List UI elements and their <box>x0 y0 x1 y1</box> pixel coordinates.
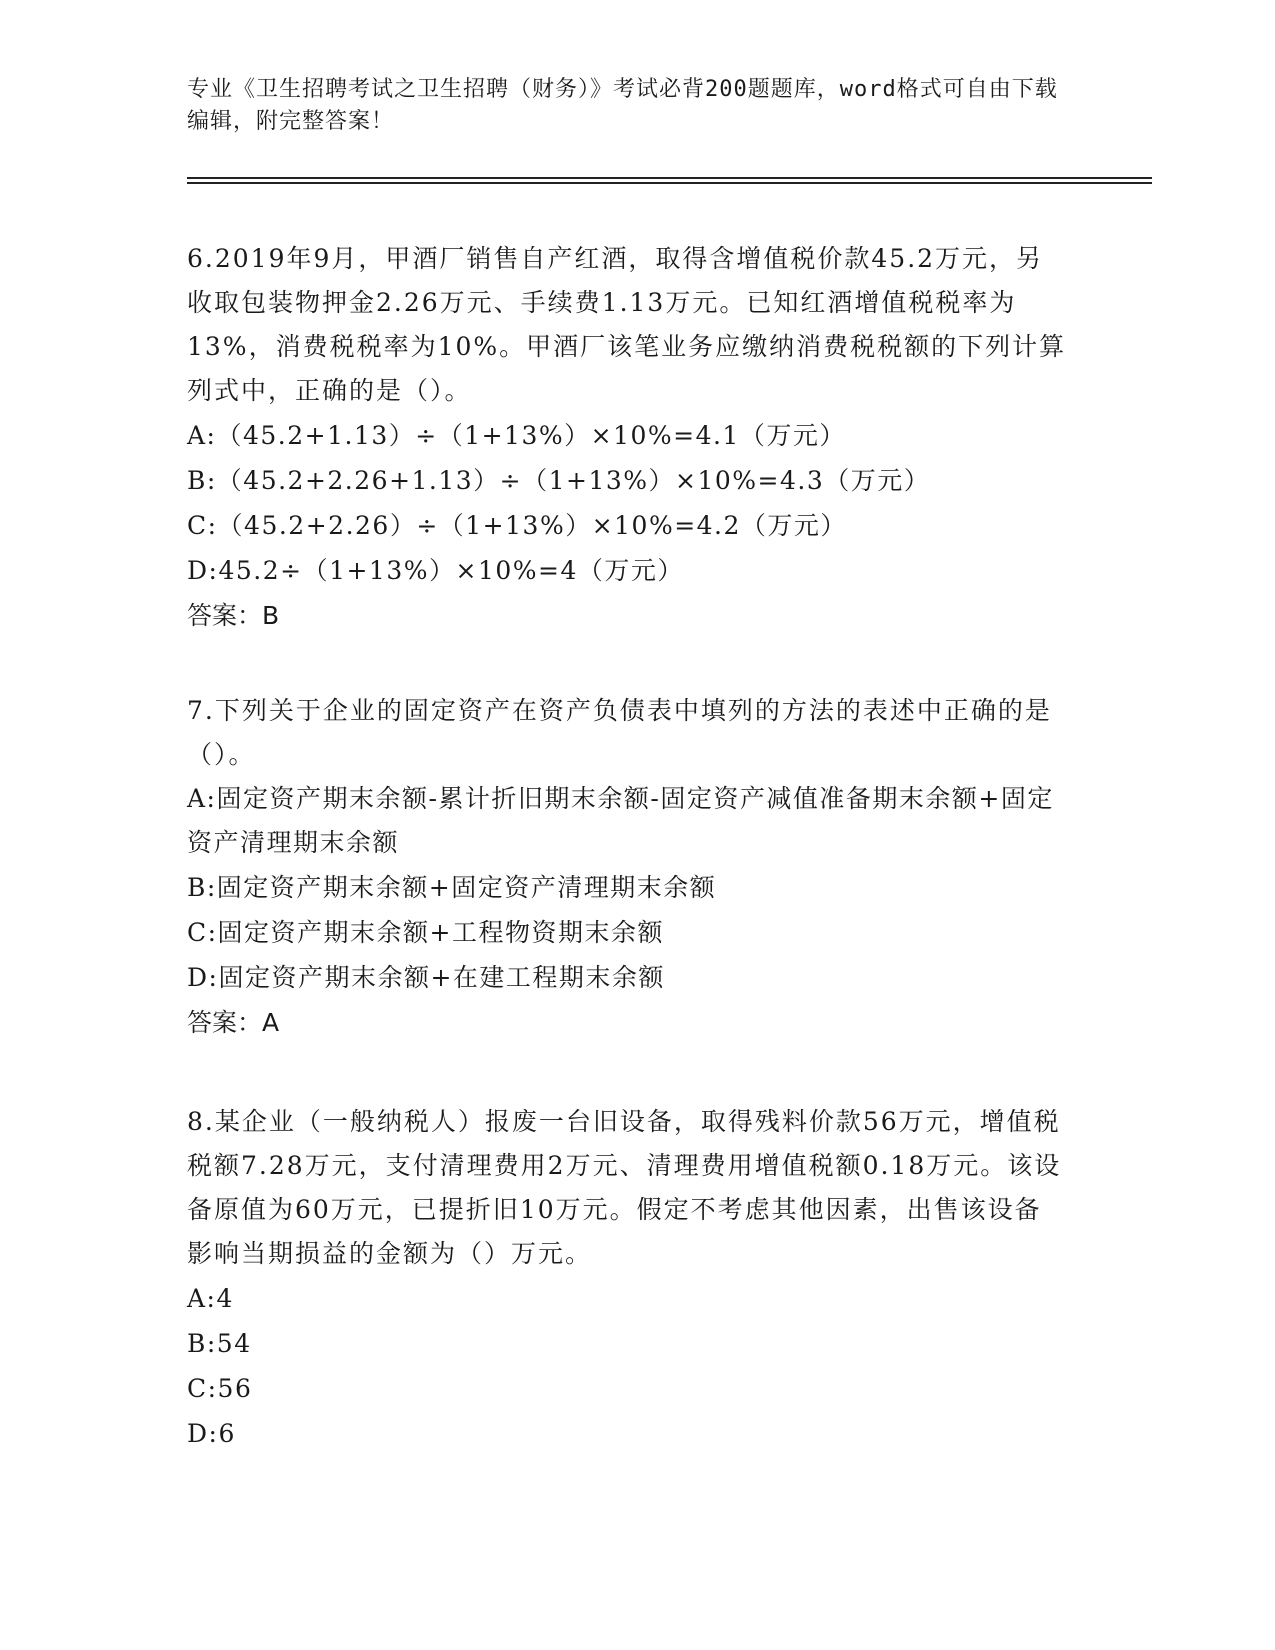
option-c: C:56 <box>187 1374 253 1403</box>
option-a: A:4 <box>187 1284 234 1313</box>
question-stem: 8.某企业（一般纳税人）报废一台旧设备，取得残料价款56万元，增值税税额7.28万元，支付清理费用2万元、清理费用增值税额0.18万元。该设备原值为60万元，已提折旧10万元。假定不考虑其他因素，出售该设备影响当期损益的金额为（）万元。 <box>187 1107 1062 1268</box>
option-c: C:（45.2+2.26）÷（1+13%）×10%=4.2（万元） <box>187 511 847 540</box>
option-c: C:固定资产期末余额+工程物资期末余额 <box>187 918 664 947</box>
option-d: D:6 <box>187 1419 236 1448</box>
answer: 答案：B <box>187 601 280 630</box>
option-d: D:固定资产期末余额+在建工程期末余额 <box>187 963 665 992</box>
question-stem: 7.下列关于企业的固定资产在资产负债表中填列的方法的表述中正确的是（）。 <box>187 696 1052 769</box>
question-6 <box>187 237 1067 638</box>
option-d: D:45.2÷（1+13%）×10%=4（万元） <box>187 556 684 585</box>
header-divider-bottom <box>187 182 1152 184</box>
option-a: A:固定资产期末余额-累计折旧期末余额-固定资产减值准备期末余额+固定资产清理期末余额 <box>187 784 1054 857</box>
header-divider-top <box>187 177 1152 179</box>
document-title: 专业《卫生招聘考试之卫生招聘（财务）》考试必背200题题库，word格式可自由下载编辑，附完整答案！ <box>187 77 1058 134</box>
question-7 <box>187 689 1067 1045</box>
option-b: B:54 <box>187 1329 252 1358</box>
option-b: B:（45.2+2.26+1.13）÷（1+13%）×10%=4.3（万元） <box>187 466 931 495</box>
answer: 答案：A <box>187 1008 280 1037</box>
option-a: A:（45.2+1.13）÷（1+13%）×10%=4.1（万元） <box>187 421 846 450</box>
question-8 <box>187 1100 1067 1456</box>
question-stem: 6.2019年9月，甲酒厂销售自产红酒，取得含增值税价款45.2万元，另收取包装物押金2.26万元、手续费1.13万元。已知红酒增值税税率为13%，消费税税率为10%。甲酒厂该笔业务应缴纳消费税税额的下列计算列式中，正确的是（）。 <box>187 244 1067 405</box>
option-b: B:固定资产期末余额+固定资产清理期末余额 <box>187 873 717 902</box>
